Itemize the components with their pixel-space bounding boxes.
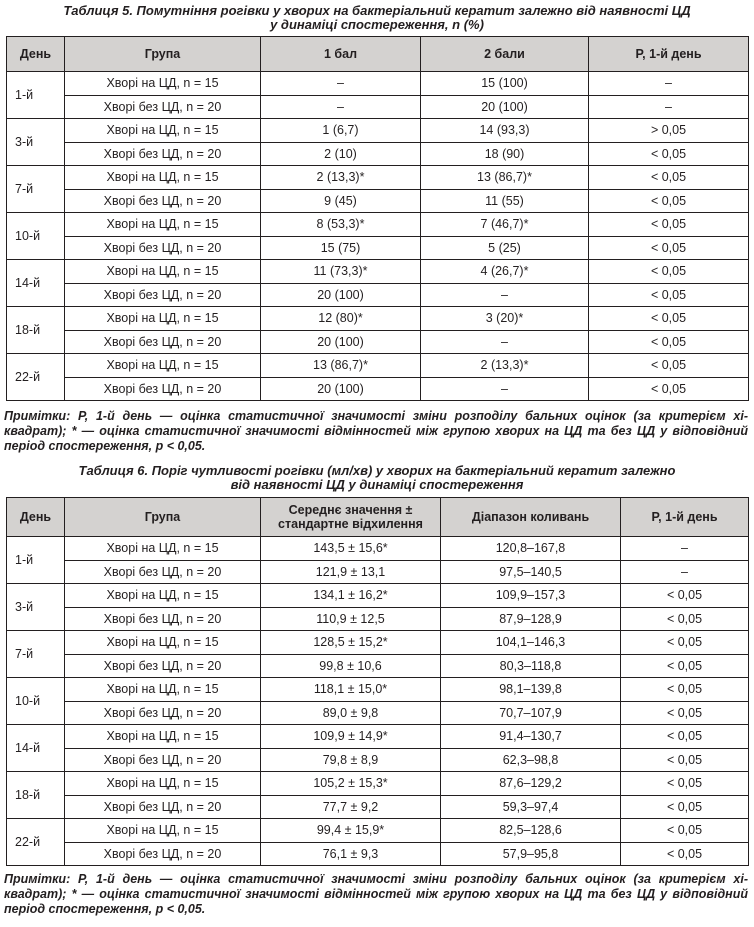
value-cell: 91,4–130,7 (441, 725, 621, 749)
p-value-cell: < 0,05 (621, 631, 749, 655)
table-row (7, 819, 749, 843)
p-value-cell: < 0,05 (621, 701, 749, 725)
value-cell: 62,3–98,8 (441, 748, 621, 772)
p-value-cell: < 0,05 (621, 748, 749, 772)
group-cell: Хворі на ЦД, n = 15 (65, 354, 261, 378)
p-value-cell: < 0,05 (589, 377, 749, 401)
table-row (7, 72, 749, 96)
p-value-cell: < 0,05 (589, 260, 749, 284)
group-cell: Хворі на ЦД, n = 15 (65, 166, 261, 190)
table6-caption-line2: від наявності ЦД у динаміці спостереження (230, 477, 524, 492)
group-cell: Хворі на ЦД, n = 15 (65, 72, 261, 96)
table-row (7, 654, 749, 678)
table-row (7, 260, 749, 284)
table6-caption-line1: Таблиця 6. Поріг чутливості рогівки (мл/хв) у хворих на бактеріальний кератит залежно (78, 463, 676, 478)
day-cell: 1-й (7, 72, 65, 119)
value-cell: 118,1 ± 15,0* (261, 678, 441, 702)
table-row (7, 283, 749, 307)
value-cell: 9 (45) (261, 189, 421, 213)
value-cell: 82,5–128,6 (441, 819, 621, 843)
table5-header-score1: 1 бал (261, 37, 421, 72)
table6-body (7, 537, 749, 866)
table-row (7, 607, 749, 631)
day-cell: 1-й (7, 537, 65, 584)
p-value-cell: – (589, 72, 749, 96)
group-cell: Хворі без ЦД, n = 20 (65, 189, 261, 213)
value-cell: 1 (6,7) (261, 119, 421, 143)
p-value-cell: < 0,05 (621, 842, 749, 866)
value-cell: – (421, 330, 589, 354)
value-cell: 18 (90) (421, 142, 589, 166)
table5-header-group: Група (65, 37, 261, 72)
value-cell: 13 (86,7)* (421, 166, 589, 190)
p-value-cell: > 0,05 (589, 119, 749, 143)
p-value-cell: < 0,05 (621, 795, 749, 819)
group-cell: Хворі на ЦД, n = 15 (65, 819, 261, 843)
value-cell: 11 (55) (421, 189, 589, 213)
p-value-cell: – (621, 537, 749, 561)
table-row (7, 537, 749, 561)
p-value-cell: < 0,05 (589, 166, 749, 190)
value-cell: 99,8 ± 10,6 (261, 654, 441, 678)
day-cell: 14-й (7, 260, 65, 307)
group-cell: Хворі на ЦД, n = 15 (65, 213, 261, 237)
table-row (7, 307, 749, 331)
value-cell: 109,9 ± 14,9* (261, 725, 441, 749)
table5-caption (0, 4, 754, 32)
value-cell: 105,2 ± 15,3* (261, 772, 441, 796)
group-cell: Хворі без ЦД, n = 20 (65, 795, 261, 819)
table5-caption-line2: у динаміці спостереження, n (%) (270, 17, 484, 32)
p-value-cell: < 0,05 (589, 307, 749, 331)
p-value-cell: < 0,05 (621, 725, 749, 749)
table6-header-row (7, 498, 749, 537)
value-cell: 99,4 ± 15,9* (261, 819, 441, 843)
value-cell: 2 (13,3)* (421, 354, 589, 378)
table-row (7, 772, 749, 796)
p-value-cell: < 0,05 (589, 142, 749, 166)
value-cell: 97,5–140,5 (441, 560, 621, 584)
value-cell: 15 (75) (261, 236, 421, 260)
group-cell: Хворі без ЦД, n = 20 (65, 236, 261, 260)
p-value-cell: – (589, 95, 749, 119)
table-row (7, 95, 749, 119)
group-cell: Хворі на ЦД, n = 15 (65, 678, 261, 702)
table-row (7, 330, 749, 354)
p-value-cell: < 0,05 (621, 819, 749, 843)
day-cell: 14-й (7, 725, 65, 772)
value-cell: 7 (46,7)* (421, 213, 589, 237)
group-cell: Хворі без ЦД, n = 20 (65, 330, 261, 354)
table6-header-mean-sd: Середнє значення ± стандартне відхилення (261, 498, 441, 537)
value-cell: 110,9 ± 12,5 (261, 607, 441, 631)
group-cell: Хворі без ЦД, n = 20 (65, 95, 261, 119)
value-cell: 12 (80)* (261, 307, 421, 331)
group-cell: Хворі на ЦД, n = 15 (65, 584, 261, 608)
table-row (7, 748, 749, 772)
table-row (7, 560, 749, 584)
group-cell: Хворі на ЦД, n = 15 (65, 772, 261, 796)
p-value-cell: < 0,05 (589, 283, 749, 307)
group-cell: Хворі без ЦД, n = 20 (65, 701, 261, 725)
value-cell: 143,5 ± 15,6* (261, 537, 441, 561)
group-cell: Хворі на ЦД, n = 15 (65, 631, 261, 655)
value-cell: 98,1–139,8 (441, 678, 621, 702)
table5-header-score2: 2 бали (421, 37, 589, 72)
value-cell: 2 (13,3)* (261, 166, 421, 190)
table5-header-p: P, 1-й день (589, 37, 749, 72)
table6-header-group: Група (65, 498, 261, 537)
value-cell: 13 (86,7)* (261, 354, 421, 378)
table-row (7, 701, 749, 725)
table5-header-day: День (7, 37, 65, 72)
value-cell: – (261, 95, 421, 119)
value-cell: – (421, 377, 589, 401)
table-row (7, 213, 749, 237)
value-cell: 120,8–167,8 (441, 537, 621, 561)
value-cell: 87,6–129,2 (441, 772, 621, 796)
table6 (6, 497, 749, 866)
day-cell: 10-й (7, 678, 65, 725)
value-cell: 80,3–118,8 (441, 654, 621, 678)
table5-body (7, 72, 749, 401)
table-row (7, 236, 749, 260)
table6-header-p: P, 1-й день (621, 498, 749, 537)
p-value-cell: < 0,05 (589, 236, 749, 260)
value-cell: 11 (73,3)* (261, 260, 421, 284)
table-row (7, 725, 749, 749)
value-cell: 20 (100) (261, 330, 421, 354)
value-cell: 87,9–128,9 (441, 607, 621, 631)
value-cell: – (261, 72, 421, 96)
p-value-cell: < 0,05 (589, 354, 749, 378)
table-row (7, 142, 749, 166)
value-cell: 89,0 ± 9,8 (261, 701, 441, 725)
group-cell: Хворі без ЦД, n = 20 (65, 283, 261, 307)
value-cell: 134,1 ± 16,2* (261, 584, 441, 608)
table-row (7, 377, 749, 401)
value-cell: 128,5 ± 15,2* (261, 631, 441, 655)
day-cell: 7-й (7, 631, 65, 678)
p-value-cell: < 0,05 (589, 213, 749, 237)
value-cell: 20 (100) (421, 95, 589, 119)
p-value-cell: < 0,05 (621, 607, 749, 631)
day-cell: 10-й (7, 213, 65, 260)
group-cell: Хворі без ЦД, n = 20 (65, 142, 261, 166)
value-cell: 20 (100) (261, 377, 421, 401)
value-cell: 70,7–107,9 (441, 701, 621, 725)
value-cell: 109,9–157,3 (441, 584, 621, 608)
day-cell: 22-й (7, 819, 65, 866)
day-cell: 18-й (7, 772, 65, 819)
value-cell: 20 (100) (261, 283, 421, 307)
table-row (7, 119, 749, 143)
day-cell: 3-й (7, 584, 65, 631)
group-cell: Хворі на ЦД, n = 15 (65, 260, 261, 284)
group-cell: Хворі на ЦД, n = 15 (65, 307, 261, 331)
p-value-cell: < 0,05 (621, 678, 749, 702)
table6-note: Примітки: P, 1-й день — оцінка статистичної значимості зміни розподілу бальних оцінок (за критерієм хі-квадрат); * — оцінка статистичної значимості відмінностей між групою хворих на ЦД та без ЦД у відповідний період спостереження, p < 0,05. (4, 872, 748, 916)
group-cell: Хворі без ЦД, n = 20 (65, 748, 261, 772)
table5-note: Примітки: P, 1-й день — оцінка статистичної значимості зміни розподілу бальних оцінок (за критерієм хі-квадрат); * — оцінка статистичної значимості відмінностей між групою хворих на ЦД та без ЦД у відповідний період спостереження, p < 0,05. (4, 409, 748, 453)
table-row (7, 678, 749, 702)
value-cell: 3 (20)* (421, 307, 589, 331)
group-cell: Хворі без ЦД, n = 20 (65, 607, 261, 631)
table5-header-row (7, 37, 749, 72)
value-cell: 4 (26,7)* (421, 260, 589, 284)
p-value-cell: – (621, 560, 749, 584)
p-value-cell: < 0,05 (621, 584, 749, 608)
group-cell: Хворі без ЦД, n = 20 (65, 654, 261, 678)
value-cell: 59,3–97,4 (441, 795, 621, 819)
table-row (7, 842, 749, 866)
value-cell: 104,1–146,3 (441, 631, 621, 655)
day-cell: 22-й (7, 354, 65, 401)
value-cell: 57,9–95,8 (441, 842, 621, 866)
table5-caption-line1: Таблиця 5. Помутніння рогівки у хворих на бактеріальний кератит залежно від наявності ЦД (63, 3, 691, 18)
day-cell: 3-й (7, 119, 65, 166)
value-cell: 15 (100) (421, 72, 589, 96)
group-cell: Хворі без ЦД, n = 20 (65, 377, 261, 401)
value-cell: 2 (10) (261, 142, 421, 166)
group-cell: Хворі без ЦД, n = 20 (65, 842, 261, 866)
table-row (7, 189, 749, 213)
p-value-cell: < 0,05 (589, 189, 749, 213)
table5 (6, 36, 749, 401)
table-row (7, 795, 749, 819)
value-cell: 77,7 ± 9,2 (261, 795, 441, 819)
value-cell: 8 (53,3)* (261, 213, 421, 237)
p-value-cell: < 0,05 (589, 330, 749, 354)
table-row (7, 584, 749, 608)
value-cell: 76,1 ± 9,3 (261, 842, 441, 866)
group-cell: Хворі на ЦД, n = 15 (65, 537, 261, 561)
table6-header-range: Діапазон коливань (441, 498, 621, 537)
value-cell: – (421, 283, 589, 307)
p-value-cell: < 0,05 (621, 772, 749, 796)
table-row (7, 354, 749, 378)
table-row (7, 166, 749, 190)
day-cell: 7-й (7, 166, 65, 213)
p-value-cell: < 0,05 (621, 654, 749, 678)
value-cell: 14 (93,3) (421, 119, 589, 143)
value-cell: 5 (25) (421, 236, 589, 260)
table6-caption (0, 464, 754, 492)
table-row (7, 631, 749, 655)
value-cell: 79,8 ± 8,9 (261, 748, 441, 772)
group-cell: Хворі на ЦД, n = 15 (65, 725, 261, 749)
group-cell: Хворі на ЦД, n = 15 (65, 119, 261, 143)
day-cell: 18-й (7, 307, 65, 354)
table6-header-day: День (7, 498, 65, 537)
group-cell: Хворі без ЦД, n = 20 (65, 560, 261, 584)
value-cell: 121,9 ± 13,1 (261, 560, 441, 584)
